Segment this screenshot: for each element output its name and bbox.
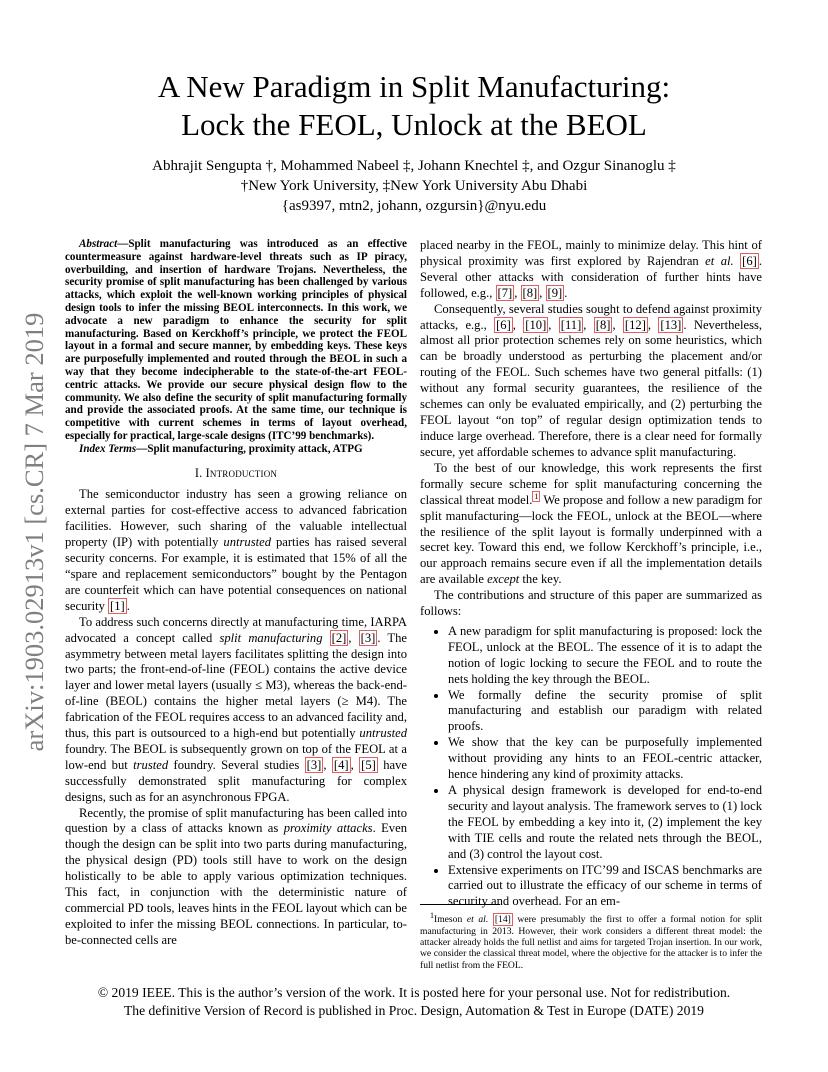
intro-paragraph-3: Recently, the promise of split manufacturing has been called into question by a class of attacks known as proximity attacks. Even though the design can be split into two parts during manufacturing, the physical design (PD) tools still have to work on the design holistically to be able to apply various optimization techniques. This fact, in conjunction with the deterministic nature of commercial PD tools, leaves hints in the FEOL layout which can be exploited to infer the missing BEOL connections. In particular, to-be-connected cells are <box>65 805 407 947</box>
index-terms-label: Index Terms <box>79 442 137 455</box>
list-item: • We show that the key can be purposefully implemented without providing any hints to an FEOL-centric attacker, hence hindering any kind of proximity attacks. <box>448 735 762 783</box>
citation-link[interactable]: [7] <box>497 285 513 300</box>
citation-link[interactable]: [6] <box>742 253 757 268</box>
citation-link[interactable]: [3] <box>360 630 376 645</box>
abstract-text: —Split manufacturing was introduced as an effective countermeasure against hardware-level threats such as IP piracy, overbuilding, and insertion of hardware Trojans. Nevertheless, the security promise of split manufacturing has been challenged by various attacks, which exploit the well-known working principles of physical design tools to infer the missing BEOL interconnects. In this work, we advocate a new paradigm to enhance the security for split manufacturing. Based on Kerckhoff’s principle, we protect the FEOL layout in a formal and secure manner, by embedding keys. These keys are purposefully implemented and routed through the BEOL in such a way that they become indecipherable to the state-of-the-art FEOL-centric attacks. We provide our secure physical design flow to the community. We also define the security of split manufacturing formally and provide the associated proofs. At the same time, our technique is competitive with current schemes in terms of layout overhead, especially for practical, large-scale designs (ITC’99 benchmarks). <box>65 238 407 442</box>
paper-title <box>60 68 768 144</box>
footnote: $^1$Imeson et al. [14] were presumably the first to offer a formal notion for split manufacturing in 2013. However, their work considers a different threat model: the attacker already holds the full netlist and aims for targeted Trojan insertion. In our work, we consider the classical threat model, where the objective for the attacker is to infer the full netlist from the FEOL. <box>420 911 762 971</box>
author-emails: {as9397, mtn2, johann, ozgursin}@nyu.edu <box>281 198 547 214</box>
copyright-line-2: The definitive Version of Record is published in Proc. Design, Automation & Test in Europe (DATE) 2019 <box>124 1003 704 1018</box>
title-line-2: Lock the FEOL, Unlock at the BEOL <box>181 107 647 142</box>
citation-link[interactable]: [5] <box>361 757 376 772</box>
list-item: • A new paradigm for split manufacturing is proposed: lock the FEOL, unlock at the BEOL. The essence of it is to adapt the notion of logic locking to secure the FEOL and to route the nets holding the key through the BEOL. <box>448 624 762 688</box>
copyright-notice <box>60 984 768 1020</box>
right-paragraph-4: The contributions and structure of this paper are summarized as follows: <box>420 588 762 619</box>
author-block <box>60 156 768 216</box>
citation-link[interactable]: [10] <box>525 317 547 332</box>
citation-link[interactable]: [11] <box>560 317 582 332</box>
arxiv-id: arXiv:1903.02913v1 [cs.CR] 7 Mar 2019 <box>19 312 49 752</box>
citation-link[interactable]: [9] <box>547 285 563 300</box>
arxiv-stamp <box>19 272 49 792</box>
author-affiliations: †New York University, ‡New York University Abu Dhabi <box>240 178 588 194</box>
author-names: Abhrajit Sengupta †, Mohammed Nabeel ‡, Johann Knechtel ‡, and Ozgur Sinanoglu ‡ <box>152 158 676 174</box>
citation-link[interactable]: [6] <box>496 317 511 332</box>
citation-link[interactable]: [14] <box>494 914 511 926</box>
index-terms <box>65 443 407 456</box>
citation-link[interactable]: [4] <box>333 757 349 772</box>
title-line-1: A New Paradigm in Split Manufacturing: <box>157 69 671 104</box>
right-column <box>420 238 762 910</box>
citation-link[interactable]: [8] <box>595 317 611 332</box>
citation-link[interactable]: [3] <box>306 757 322 772</box>
citation-link[interactable]: [2] <box>331 630 347 645</box>
list-item: • Extensive experiments on ITC’99 and ISCAS benchmarks are carried out to illustrate the efficacy of our scheme in terms of security and overhead. For an em- <box>448 863 762 911</box>
abstract <box>65 238 407 443</box>
contributions-list <box>420 624 762 910</box>
intro-paragraph-1: The semiconductor industry has seen a growing reliance on external parties for cost-effective access to advanced fabrication facilities. However, such sharing of the valuable intellectual property (IP) with potentially untrusted parties has raised several security concerns. For example, it is estimated that 15% of all the “spare and replacement semiconductors” bought by the Pentagon are counterfeit which can have potential consequences on national security [1] . <box>65 487 407 613</box>
intro-paragraph-2: To address such concerns directly at manufacturing time, IARPA advocated a concept called split manufacturing [2] , [3] . The asymmetry between metal layers facilitates splitting the design into two parts; the front-end-of-line (FEOL) contains the active device layer and lower metal layers (usually ≤ M3), whereas the back-end-of-line (BEOL) contains the higher metal layers (≥ M4). The fabrication of the FEOL requires access to an advanced facility and, thus, this part is outsourced to a high-end but potentially untrusted foundry. The BEOL is subsequently grown on top of the FEOL at a low-end but trusted foundry. Several studies [3] , [4] , [5] have successfully demonstrated split manufacturing for complex designs, such as for an asynchronous FPGA. <box>65 614 407 804</box>
list-item: • We formally define the security promise of split manufacturing and establish our paradigm with related proofs. <box>448 688 762 736</box>
right-paragraph-3: To the best of our knowledge, this work represents the first formally secure scheme for split manufacturing concerning the classical threat model. $^1$ We propose and follow a new paradigm for split manufacturing—lock the FEOL, unlock at the BEOL—where the resilience of the split layout is formally underpinned with a secret key. Toward this end, we follow Kerckhoff’s principle, i.e., our approach remains secure even if all the implementation details are available except the key. <box>420 460 763 587</box>
copyright-line-1: © 2019 IEEE. This is the author’s version of the work. It is posted here for your personal use. Not for redistribution. <box>97 985 731 1000</box>
citation-link[interactable]: [12] <box>624 317 646 332</box>
footnote-mark: 1 <box>430 911 434 920</box>
abstract-label: Abstract <box>79 238 118 250</box>
citation-link[interactable]: [1] <box>110 598 125 613</box>
list-item: • A physical design framework is developed for end-to-end security and layout analysis. The framework serves to (1) lock the FEOL by embedding a key into it, (2) implement the key with TIE cells and route the related nets through the BEOL, and (3) control the layout cost. <box>448 783 762 863</box>
section-heading-introduction: I. Introduction <box>194 465 278 480</box>
citation-link[interactable]: [8] <box>522 285 538 300</box>
footnote-divider <box>420 904 500 905</box>
right-paragraph-1: placed nearby in the FEOL, mainly to minimize delay. This hint of physical proximity was first explored by Rajendran et al. [6] . Several other attacks with consideration of further hints have followed, e.g., [7] , [8] , [9] . <box>420 238 762 300</box>
left-column <box>65 238 407 949</box>
index-terms-text: —Split manufacturing, proximity attack, ATPG <box>136 442 363 455</box>
footnote-link[interactable]: 1 <box>534 491 539 501</box>
citation-link[interactable]: [13] <box>660 317 682 332</box>
right-paragraph-2: Consequently, several studies sought to defend against proximity attacks, e.g., [6] , [10] , [11] , [8] , [12] , [13] . Nevertheless, almost all prior protection schemes rely on some heuristics, which can be broadly understood as perturbing the placement and/or routing of the FEOL. Such schemes have two general pitfalls: (1) without any formal security guarantees, the resilience of the schemes can only be evaluated empirically, and (2) perturbing the FEOL layout “on top” of regular design optimization tends to induce large overhead. Therefore, there is a clear need for formally secure, yet affordable schemes to advance split manufacturing. <box>420 301 763 459</box>
